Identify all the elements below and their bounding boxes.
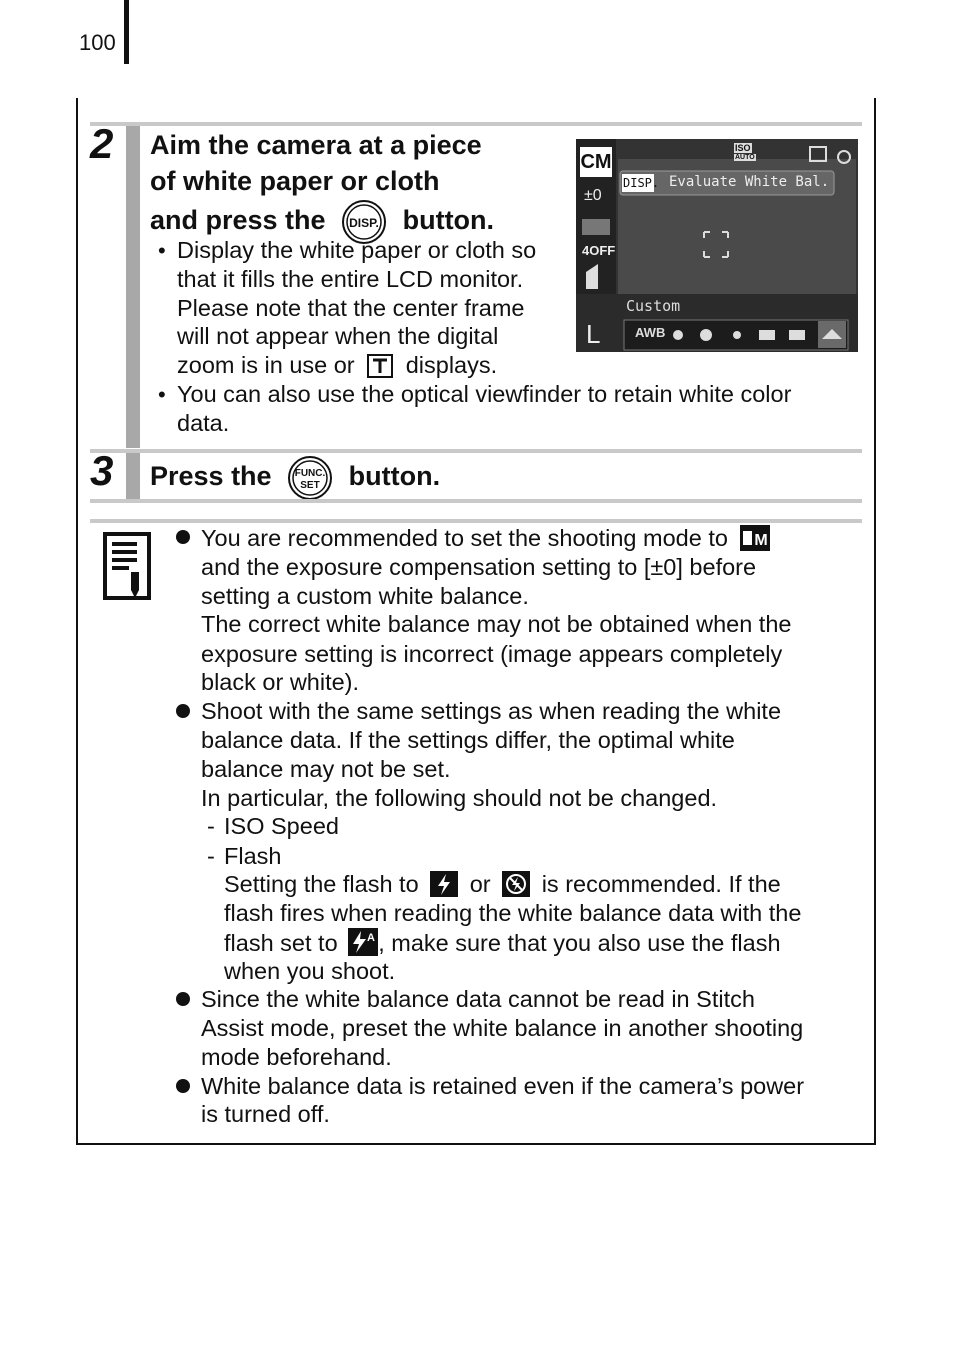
memo-pencil-icon	[103, 532, 155, 607]
lcd-flash-off: 4OFF	[582, 243, 616, 258]
step3-title	[150, 455, 440, 501]
lcd-message: Evaluate White Bal.	[669, 174, 830, 190]
note3-l1: Since the white balance data cannot be read in Stitch	[201, 986, 755, 1012]
note1-l5: exposure setting is incorrect (image appears completely	[201, 641, 783, 667]
lcd-awb: AWB	[635, 325, 666, 340]
step2-bullet2-l1: You can also use the optical viewfinder to retain white color	[177, 381, 792, 407]
note1-l6: black or white).	[201, 669, 360, 695]
flash-l3-b: , make sure that you also use the flash	[378, 930, 781, 956]
step2-bullet1-dot: •	[158, 238, 166, 263]
step2-title-line2: of white paper or cloth	[150, 166, 440, 196]
step2-title-before: and press the	[150, 205, 326, 236]
step3-bottom-rule	[90, 499, 862, 503]
lcd-disp-label: DISP.	[623, 176, 660, 190]
note2-l4: In particular, the following should not be changed.	[201, 785, 718, 811]
lcd-wb-label: Custom	[626, 297, 681, 315]
note2-dash2-char: -	[207, 843, 215, 869]
note4-bullet	[176, 1079, 190, 1093]
func-set-button-icon	[279, 455, 341, 501]
note2-l3: balance may not be set.	[201, 756, 451, 782]
note1-l4: The correct white balance may not be obtained when the	[201, 611, 792, 637]
note1-l2: and the exposure compensation setting to [±0] before	[201, 554, 757, 580]
note2-flash-l4: when you shoot.	[224, 958, 396, 984]
page-number: 100	[79, 30, 116, 55]
note2-bullet	[176, 704, 190, 718]
step3-number: 3	[90, 447, 114, 494]
step3-side-bar	[126, 453, 140, 499]
lcd-mode-icon: CM	[580, 147, 612, 177]
lcd-screen	[576, 139, 858, 352]
flash-l1-a: Setting the flash to	[224, 871, 419, 897]
lcd-iso-bottom: AUTO	[735, 154, 755, 161]
flash-l1-or: or	[469, 871, 491, 897]
flash-l1-b: is recommended. If the	[541, 871, 781, 897]
step2-side-bar	[126, 126, 140, 448]
note3-bullet	[176, 992, 190, 1006]
note2-dash1-char: -	[207, 813, 215, 839]
step2-bullet1-l5-text: zoom is in use or	[177, 352, 355, 378]
page-number-bar	[124, 0, 129, 64]
note4-l1: White balance data is retained even if the camera’s power	[201, 1073, 805, 1099]
note1-l1-text: You are recommended to set the shooting mode to	[201, 525, 728, 551]
step2-bullet2-dot: •	[158, 382, 166, 407]
note2-l2: balance data. If the settings differ, the optimal white	[201, 727, 735, 753]
lcd-size: L	[586, 319, 601, 349]
step2-bullet1-l3: Please note that the center frame	[177, 295, 525, 321]
note3-l2: Assist mode, preset the white balance in another shooting	[201, 1015, 804, 1041]
note1-bullet	[176, 530, 190, 544]
svg-text:A: A	[367, 932, 376, 944]
step3-top-rule	[90, 449, 862, 453]
note2-l1: Shoot with the same settings as when reading the white	[201, 698, 782, 724]
svg-text:DISP.: DISP.	[349, 216, 379, 230]
notes-top-rule	[90, 519, 862, 523]
step3-title-after: button.	[348, 461, 441, 492]
step3-title-before: Press the	[150, 461, 272, 492]
svg-text:FUNC.: FUNC.	[294, 468, 326, 479]
svg-text:SET: SET	[300, 480, 320, 491]
step2-bullet1-l1: Display the white paper or cloth so	[177, 237, 537, 263]
flash-l3-a: flash set to	[224, 930, 338, 956]
step2-title-after: button.	[402, 205, 495, 236]
svg-text:M: M	[754, 532, 769, 549]
step2-title-line1: Aim the camera at a piece	[150, 130, 482, 160]
note1-l3: setting a custom white balance.	[201, 583, 529, 609]
note4-l2: is turned off.	[201, 1101, 330, 1127]
step2-top-rule	[90, 122, 862, 126]
note3-l3: mode beforehand.	[201, 1044, 392, 1070]
note2-dash1: ISO Speed	[224, 813, 339, 839]
step2-bullet1-l4: will not appear when the digital	[177, 323, 499, 349]
lcd-iso-top: ISO	[735, 143, 751, 153]
note2-dash2: Flash	[224, 843, 282, 869]
step2-bullet1-l2: that it fills the entire LCD monitor.	[177, 266, 524, 292]
step2-bullet2-l2: data.	[177, 410, 230, 436]
step2-bullet1-l5-after: displays.	[405, 352, 498, 378]
lcd-exposure: ±0	[584, 187, 602, 204]
note2-flash-l2: flash fires when reading the white balance data with the	[224, 900, 802, 926]
step2-number: 2	[90, 120, 114, 167]
